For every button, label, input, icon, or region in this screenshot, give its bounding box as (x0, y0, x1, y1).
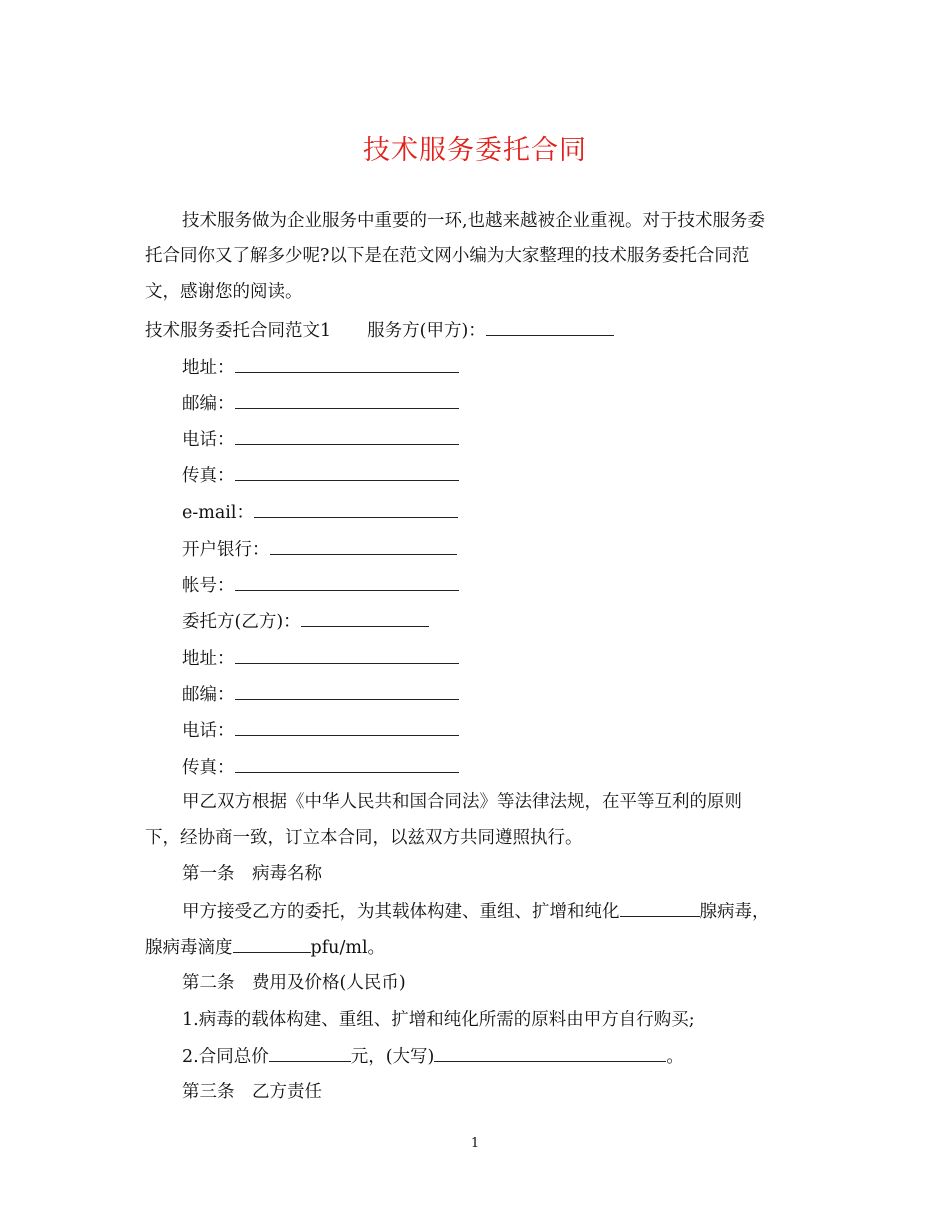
party-a-label: 服务方(甲方)： (367, 321, 486, 341)
article-1-text-d: pfu/ml。 (310, 938, 386, 958)
article-1-heading: 第一条 病毒名称 (182, 864, 322, 884)
party-b-label: 委托方(乙方)： (182, 612, 301, 632)
party-b-fax-row (182, 755, 459, 780)
fill-blank (235, 463, 459, 481)
document-title: 技术服务委托合同 (363, 135, 587, 166)
party-b-address-row (182, 646, 459, 671)
field-label: 帐号： (182, 576, 235, 596)
sample-heading-row (145, 318, 614, 343)
total-price-blank (269, 1044, 351, 1062)
article-1-text-b: 腺病毒， (699, 902, 770, 922)
fill-blank (270, 537, 457, 555)
article-1-text-c: 腺病毒滴度 (145, 938, 233, 958)
article-1-text-a: 甲方接受乙方的委托，为其载体构建、重组、扩增和纯化 (182, 902, 620, 922)
fill-blank (235, 355, 459, 373)
party-a-phone-row (182, 427, 459, 452)
article-1-line-2 (145, 935, 385, 960)
article-2-text-a: 2.合同总价 (182, 1047, 269, 1067)
page-number: 1 (470, 1136, 480, 1151)
field-label: 电话： (182, 430, 235, 450)
field-label: 邮编： (182, 685, 235, 705)
intro-line-2: 托合同你又了解多少呢?以下是在范文网小编为大家整理的技术服务委托合同范 (145, 246, 750, 266)
price-in-words-blank (434, 1044, 666, 1062)
intro-line-3: 文，感谢您的阅读。 (145, 282, 303, 302)
fill-blank (235, 573, 459, 591)
article-1-line-1 (182, 899, 770, 924)
field-label: 电话： (182, 721, 235, 741)
party-b-label-row (182, 609, 429, 634)
party-a-bank-row (182, 537, 457, 562)
preamble-line-2: 下，经协商一致，订立本合同，以兹双方共同遵照执行。 (145, 828, 583, 848)
field-label: 地址： (182, 649, 235, 669)
party-b-phone-row (182, 718, 459, 743)
titer-blank (233, 935, 311, 953)
preamble-line-1: 甲乙双方根据《中华人民共和国合同法》等法律法规，在平等互利的原则 (182, 792, 742, 812)
party-b-name-blank (301, 609, 429, 627)
fill-blank (254, 500, 458, 518)
virus-name-blank (620, 899, 700, 917)
field-label: 传真： (182, 466, 235, 486)
party-a-address-row (182, 355, 459, 380)
field-label: 传真： (182, 758, 235, 778)
fill-blank (235, 391, 459, 409)
field-label: 邮编： (182, 394, 235, 414)
fill-blank (235, 755, 459, 773)
fill-blank (235, 646, 459, 664)
intro-line-1: 技术服务做为企业服务中重要的一环,也越来越被企业重视。对于技术服务委 (182, 211, 766, 231)
party-a-email-row (182, 500, 458, 525)
field-label: e-mail： (182, 503, 254, 523)
fill-blank (235, 427, 459, 445)
article-2-text-c: 。 (666, 1047, 684, 1067)
party-a-fax-row (182, 463, 459, 488)
party-b-postcode-row (182, 682, 459, 707)
party-a-postcode-row (182, 391, 459, 416)
field-label: 地址： (182, 358, 235, 378)
sample-heading: 技术服务委托合同范文1 (145, 321, 332, 341)
article-2-item-1: 1.病毒的载体构建、重组、扩增和纯化所需的原料由甲方自行购买; (182, 1010, 695, 1030)
article-2-heading: 第二条 费用及价格(人民币) (182, 973, 406, 993)
party-a-name-blank (486, 318, 614, 336)
party-a-account-row (182, 573, 459, 598)
article-2-item-2 (182, 1044, 684, 1069)
article-2-text-b: 元，(大写) (350, 1047, 435, 1067)
fill-blank (235, 718, 459, 736)
field-label: 开户银行： (182, 540, 270, 560)
article-3-heading: 第三条 乙方责任 (182, 1082, 322, 1102)
fill-blank (235, 682, 459, 700)
